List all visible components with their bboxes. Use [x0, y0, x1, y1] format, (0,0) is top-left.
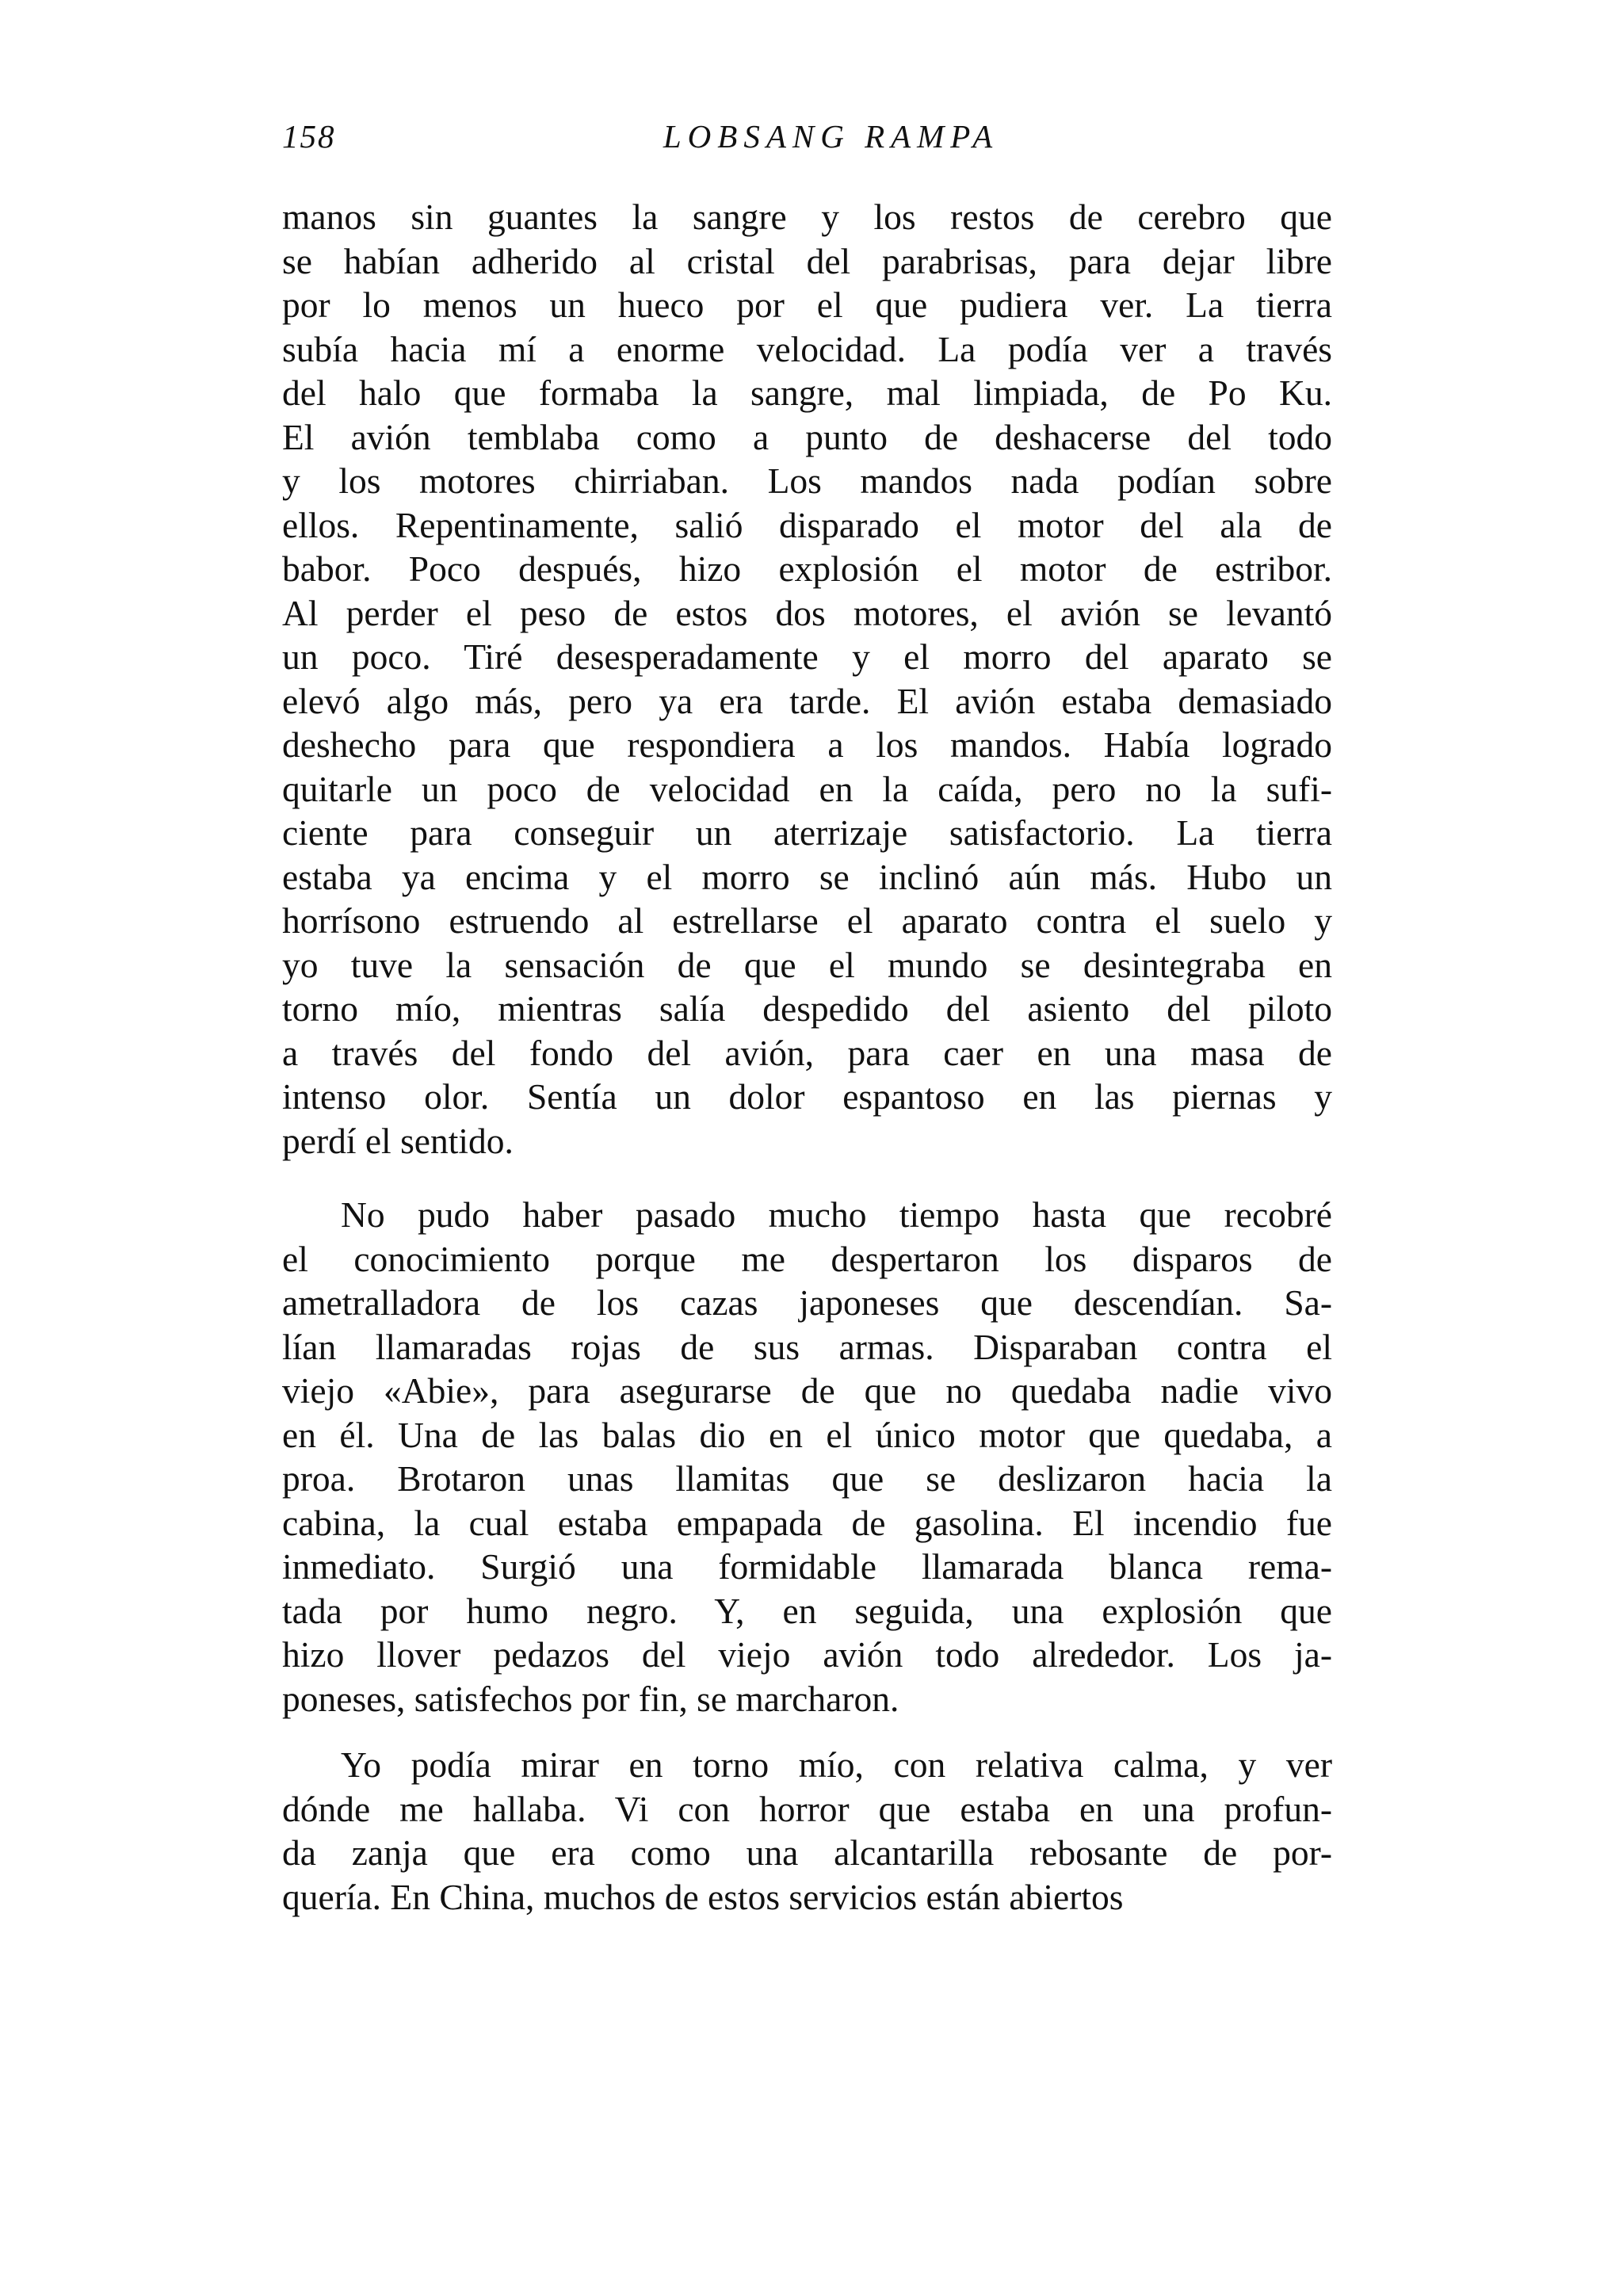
text-line: torno mío, mientras salía despedido del asiento del piloto [282, 988, 1332, 1029]
text-line: Yo podía mirar en torno mío, con relativa calma, y ver [341, 1744, 1332, 1785]
text-line: estaba ya encima y el morro se inclinó aún más. Hubo un [282, 856, 1332, 897]
text-line: un poco. Tiré desesperadamente y el morro del aparato se [282, 636, 1332, 677]
text-line: inmediato. Surgió una formidable llamarada blanca rema- [282, 1546, 1332, 1587]
paragraph-3 [282, 1743, 1332, 1919]
text-line: del halo que formaba la sangre, mal limpiada, de Po Ku. [282, 372, 1332, 413]
paragraph-1 [282, 195, 1332, 1163]
text-line: el conocimiento porque me despertaron los disparos de [282, 1238, 1332, 1279]
text-line: dónde me hallaba. Vi con horror que estaba en una profun- [282, 1788, 1332, 1829]
text-line: ellos. Repentinamente, salió disparado el motor del ala de [282, 504, 1332, 545]
text-line: Al perder el peso de estos dos motores, el avión se levantó [282, 592, 1332, 633]
text-line: poneses, satisfechos por fin, se marcharon. [282, 1678, 899, 1719]
text-line: quitarle un poco de velocidad en la caída, pero no la sufi- [282, 768, 1332, 809]
text-line: cabina, la cual estaba empapada de gasolina. El incendio fue [282, 1502, 1332, 1543]
text-line: y los motores chirriaban. Los mandos nada podían sobre [282, 460, 1332, 501]
paragraph-2 [282, 1193, 1332, 1721]
running-title: LOBSANG RAMPA [663, 118, 999, 155]
body-text [282, 195, 1332, 1919]
text-line: manos sin guantes la sangre y los restos de cerebro que [282, 197, 1332, 237]
text-line: No pudo haber pasado mucho tiempo hasta que recobré [341, 1194, 1332, 1235]
text-line: perdí el sentido. [282, 1120, 514, 1161]
text-line: da zanja que era como una alcantarilla rebosante de por- [282, 1832, 1332, 1873]
running-head [282, 117, 1332, 165]
text-line: a través del fondo del avión, para caer en una masa de [282, 1032, 1332, 1073]
text-line: tada por humo negro. Y, en seguida, una explosión que [282, 1590, 1332, 1631]
text-line: ciente para conseguir un aterrizaje satisfactorio. La tierra [282, 812, 1332, 853]
text-line: elevó algo más, pero ya era tarde. El avión estaba demasiado [282, 680, 1332, 721]
text-line: proa. Brotaron unas llamitas que se deslizaron hacia la [282, 1458, 1332, 1499]
text-line: quería. En China, muchos de estos servicios están abiertos [282, 1876, 1124, 1917]
text-line: por lo menos un hueco por el que pudiera ver. La tierra [282, 285, 1332, 325]
text-line: se habían adherido al cristal del parabrisas, para dejar libre [282, 240, 1332, 281]
text-line: deshecho para que respondiera a los mandos. Había logrado [282, 724, 1332, 765]
text-line: ametralladora de los cazas japoneses que descendían. Sa- [282, 1282, 1332, 1323]
text-line: hizo llover pedazos del viejo avión todo alrededor. Los ja- [282, 1634, 1332, 1675]
text-line: en él. Una de las balas dio en el único motor que quedaba, a [282, 1414, 1332, 1455]
text-line: El avión temblaba como a punto de deshacerse del todo [282, 416, 1332, 457]
text-line: yo tuve la sensación de que el mundo se desintegraba en [282, 944, 1332, 985]
text-line: lían llamaradas rojas de sus armas. Disparaban contra el [282, 1326, 1332, 1367]
text-line: horrísono estruendo al estrellarse el aparato contra el suelo y [282, 900, 1332, 941]
page-number: 158 [282, 118, 336, 155]
text-line: babor. Poco después, hizo explosión el motor de estribor. [282, 548, 1332, 589]
text-line: intenso olor. Sentía un dolor espantoso en las piernas y [282, 1076, 1332, 1117]
text-line: subía hacia mí a enorme velocidad. La podía ver a través [282, 328, 1332, 369]
text-line: viejo «Abie», para asegurarse de que no quedaba nadie vivo [282, 1370, 1332, 1411]
